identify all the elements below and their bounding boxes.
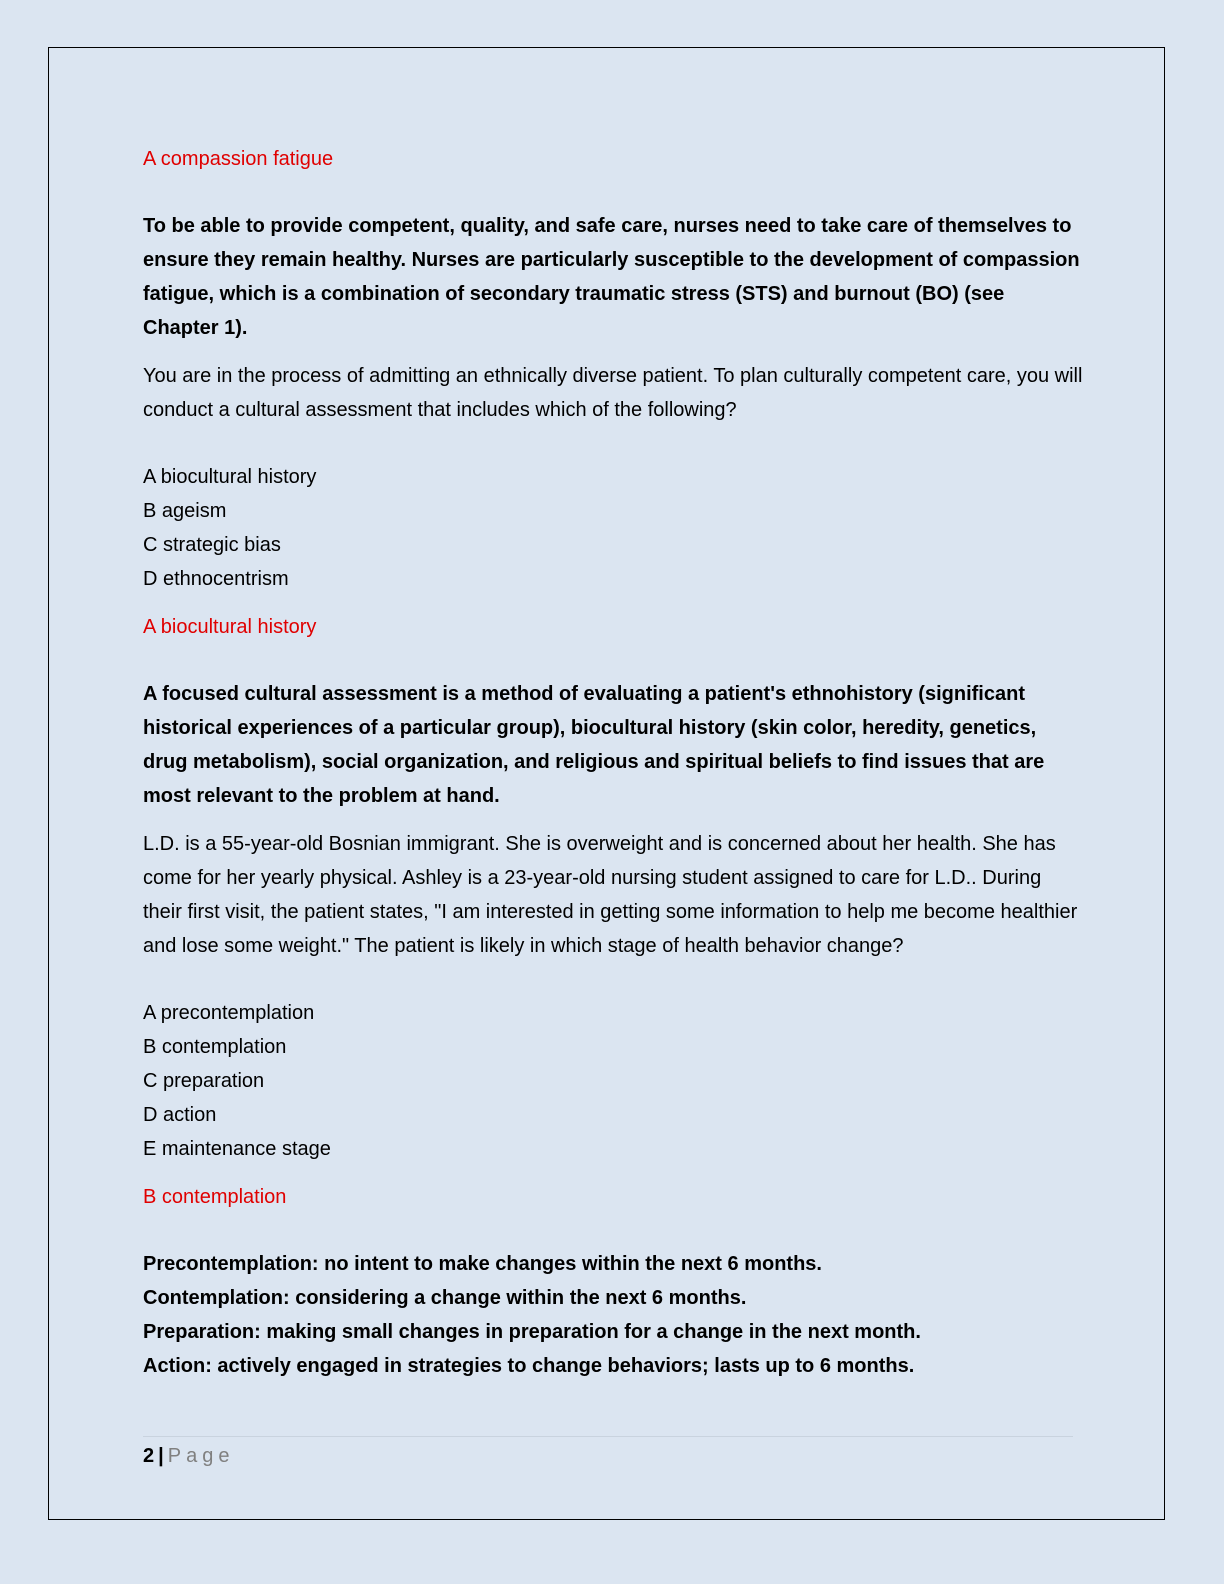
stage-item: Contemplation: considering a change within the next 6 months. xyxy=(143,1287,747,1309)
option-item: B contemplation xyxy=(143,1036,287,1058)
option-item: D action xyxy=(143,1104,217,1126)
answer-text: A biocultural history xyxy=(143,616,317,638)
answer-text: B contemplation xyxy=(143,1186,287,1208)
option-item: B ageism xyxy=(143,500,227,522)
option-item: D ethnocentrism xyxy=(143,568,289,590)
page-footer xyxy=(143,1436,1073,1471)
stage-item: Action: actively engaged in strategies to change behaviors; lasts up to 6 months. xyxy=(143,1355,915,1377)
option-item: E maintenance stage xyxy=(143,1138,331,1160)
stages-list xyxy=(143,1247,1083,1383)
option-item: C strategic bias xyxy=(143,534,281,556)
page-label: Page xyxy=(167,1445,235,1467)
question-paragraph: L.D. is a 55-year-old Bosnian immigrant. She is overweight and is concerned about her health. She has come for her yearly physical. Ashley is a 23-year-old nursing student assigned to care for L.D.. During their first visit, the patient states, "I am interested in getting some information to help me become healthier and lose some weight." The patient is likely in which stage of health behavior change? xyxy=(143,833,1078,957)
question-paragraph: You are in the process of admitting an ethnically diverse patient. To plan culturally competent care, you will conduct a cultural assessment that includes which of the following? xyxy=(143,365,1083,421)
page-number: 2 xyxy=(143,1445,155,1467)
option-item: C preparation xyxy=(143,1070,265,1092)
answer-options xyxy=(143,996,1083,1166)
document-body xyxy=(143,142,1083,1383)
option-item: A biocultural history xyxy=(143,466,317,488)
option-item: A precontemplation xyxy=(143,1002,315,1024)
answer-options xyxy=(143,460,1083,596)
explanation-paragraph: A focused cultural assessment is a method of evaluating a patient's ethnohistory (significant historical experiences of a particular group), biocultural history (skin color, heredity, genetics, drug metabolism), social organization, and religious and spiritual beliefs to find issues that are most relevant to the problem at hand. xyxy=(143,683,1045,807)
page-separator: | xyxy=(158,1445,164,1467)
stage-item: Precontemplation: no intent to make changes within the next 6 months. xyxy=(143,1253,822,1275)
explanation-paragraph: To be able to provide competent, quality, and safe care, nurses need to take care of themselves to ensure they remain healthy. Nurses are particularly susceptible to the development of compassion fatigue, which is a combination of secondary traumatic stress (STS) and burnout (BO) (see Chapter 1). xyxy=(143,215,1080,339)
answer-text: A compassion fatigue xyxy=(143,148,334,170)
stage-item: Preparation: making small changes in preparation for a change in the next month. xyxy=(143,1321,921,1343)
